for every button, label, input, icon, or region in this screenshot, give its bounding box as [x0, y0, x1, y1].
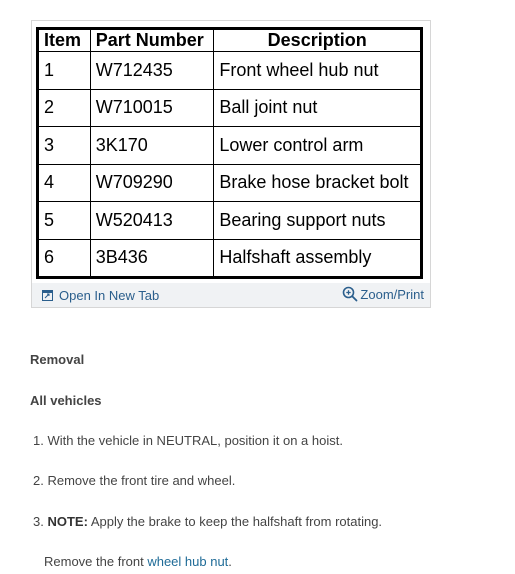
- cell-item: 5: [39, 202, 91, 240]
- cell-description: Halfshaft assembly: [214, 239, 421, 277]
- all-vehicles-heading: All vehicles: [30, 393, 102, 408]
- header-description: Description: [214, 30, 421, 52]
- step-3: [33, 514, 382, 529]
- cell-item: 3: [39, 127, 91, 165]
- zoom-print-label: Zoom/Print: [360, 286, 424, 302]
- table-row: [39, 52, 421, 90]
- table-row: [39, 127, 421, 165]
- table-header-row: [39, 30, 421, 52]
- new-tab-icon: [42, 290, 53, 301]
- cell-item: 4: [39, 164, 91, 202]
- zoom-print-link[interactable]: [342, 286, 424, 302]
- parts-figure: [31, 20, 431, 308]
- step-3-action-suffix: .: [228, 554, 232, 569]
- figure-toolbar: [32, 283, 430, 307]
- cell-description: Brake hose bracket bolt: [214, 164, 421, 202]
- table-row: [39, 89, 421, 127]
- zoom-icon: [342, 286, 358, 302]
- cell-part-number: 3B436: [90, 239, 214, 277]
- cell-description: Front wheel hub nut: [214, 52, 421, 90]
- step-3-note-text: Apply the brake to keep the halfshaft from rotating.: [87, 514, 383, 529]
- cell-item: 1: [39, 52, 91, 90]
- parts-table: [38, 29, 421, 277]
- header-item: Item: [39, 30, 91, 52]
- open-in-new-tab-label: Open In New Tab: [59, 288, 160, 303]
- parts-table-container: [36, 27, 423, 279]
- cell-part-number: W710015: [90, 89, 214, 127]
- cell-item: 6: [39, 239, 91, 277]
- wheel-hub-nut-link[interactable]: wheel hub nut: [147, 554, 229, 569]
- cell-description: Ball joint nut: [214, 89, 421, 127]
- step-3-action: [44, 554, 232, 569]
- cell-part-number: W520413: [90, 202, 214, 240]
- step-2: 2. Remove the front tire and wheel.: [33, 473, 236, 488]
- table-row: [39, 164, 421, 202]
- step-3-note-label: NOTE:: [47, 514, 88, 529]
- cell-item: 2: [39, 89, 91, 127]
- cell-description: Lower control arm: [214, 127, 421, 165]
- cell-part-number: W712435: [90, 52, 214, 90]
- open-in-new-tab-link[interactable]: [42, 288, 159, 303]
- cell-part-number: W709290: [90, 164, 214, 202]
- header-part-number: Part Number: [90, 30, 214, 52]
- table-row: [39, 239, 421, 277]
- removal-heading: Removal: [30, 352, 85, 367]
- step-3-number: 3.: [33, 514, 48, 529]
- cell-part-number: 3K170: [90, 127, 214, 165]
- table-row: [39, 202, 421, 240]
- step-1: 1. With the vehicle in NEUTRAL, position it on a hoist.: [33, 433, 343, 448]
- step-3-action-text: Remove the front: [44, 554, 148, 569]
- cell-description: Bearing support nuts: [214, 202, 421, 240]
